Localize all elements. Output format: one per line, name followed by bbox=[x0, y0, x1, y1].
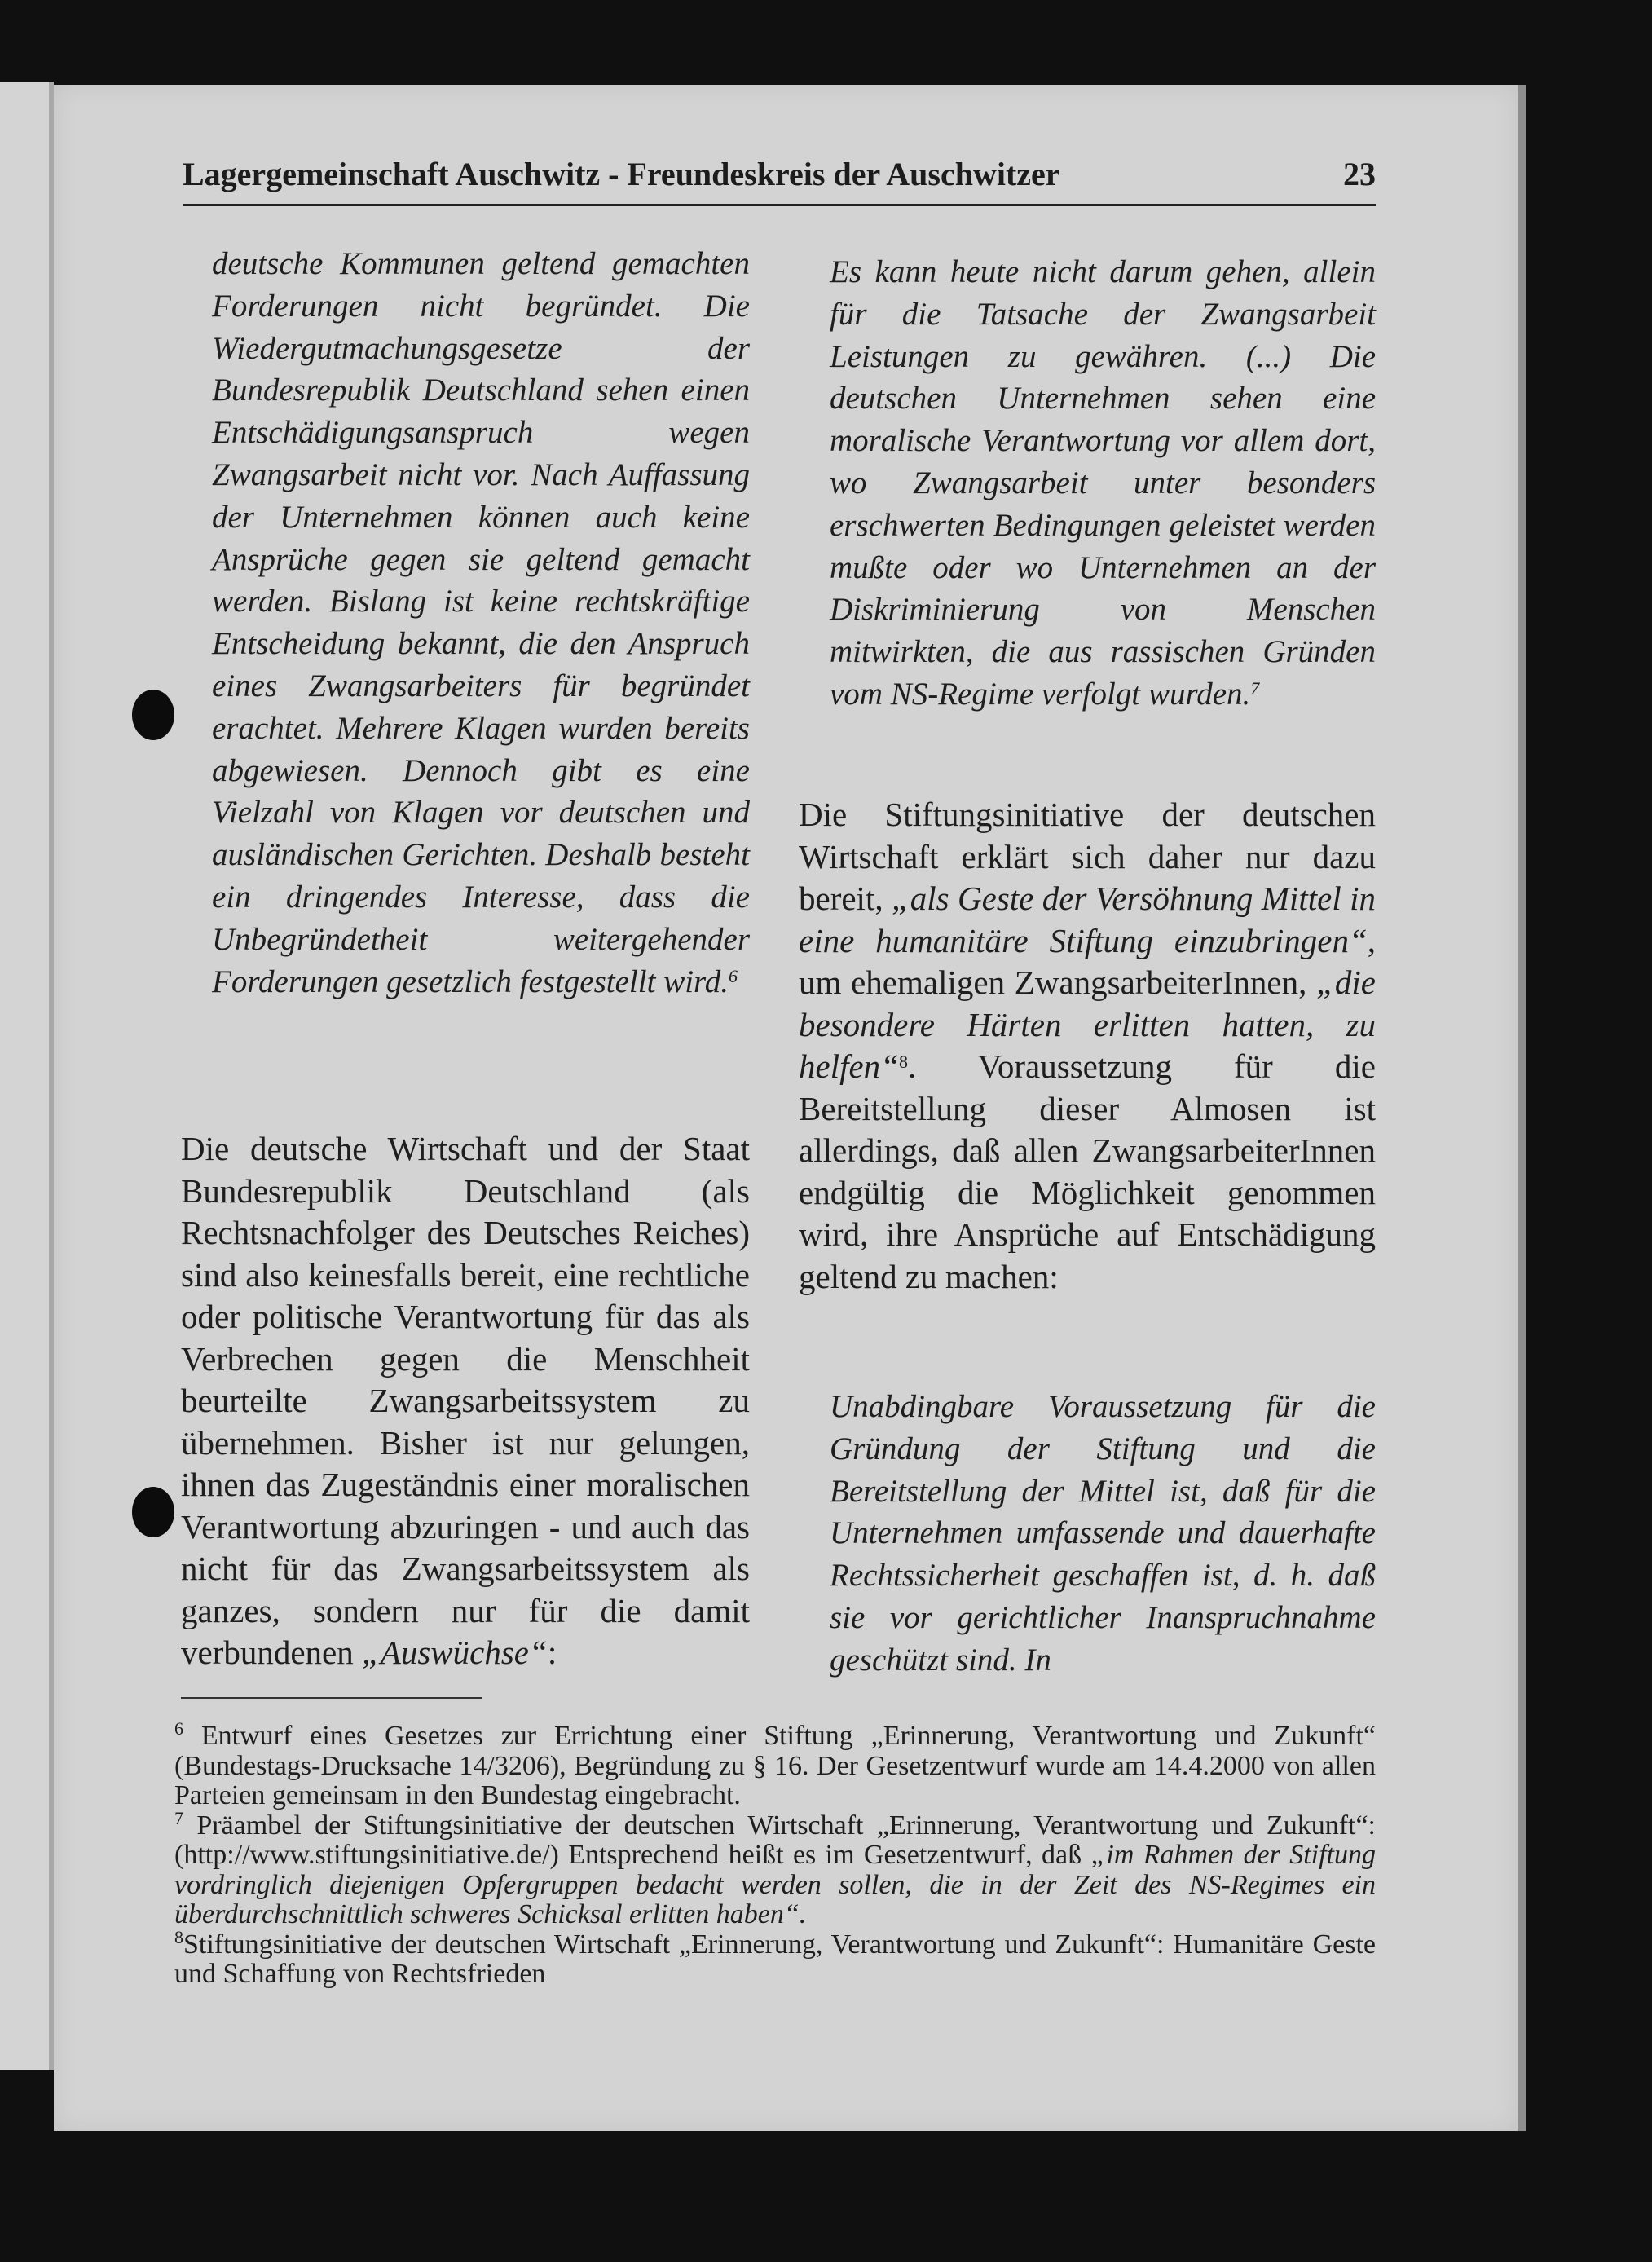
footnote-ref-7: 7 bbox=[1250, 677, 1260, 699]
right-body-part1: Die Stiftungsinitiative der deutschen Wirtschaft erklärt sich daher nur dazu bereit, bbox=[799, 796, 1376, 917]
left-body-end: : bbox=[547, 1634, 557, 1671]
right-body-italic2: „die besondere Härten erlitten hatten, zu helfen“ bbox=[799, 963, 1376, 1085]
footnote-ref-6: 6 bbox=[729, 965, 738, 986]
footnote-rule bbox=[181, 1697, 482, 1699]
punch-hole-bottom bbox=[132, 1487, 174, 1537]
footnote-6-number: 6 bbox=[174, 1718, 183, 1739]
right-body-italic1: „als Geste der Versöhnung Mittel in eine humanitäre Stiftung einzubringen“ bbox=[799, 880, 1376, 959]
adjacent-page-edge bbox=[0, 82, 54, 2070]
header-rule bbox=[183, 204, 1376, 206]
footnote-8-text: Stiftungsinitiative der deutschen Wirtschaft „Erinnerung, Verantwortung und Zukunft“: Humanitäre Geste und Schaffung von Rechtsfrieden bbox=[174, 1929, 1376, 1989]
page-edge-shadow bbox=[1518, 85, 1526, 2131]
footnote-ref-8: 8 bbox=[898, 1052, 908, 1072]
footnote-8-number: 8 bbox=[174, 1926, 183, 1947]
footnote-7-text: Präambel der Stiftungsinitiative der deutschen Wirtschaft „Erinnerung, Verantwortung und Zukunft“:(http://www.stiftungsinitiative.de/) Entsprechend heißt es im Gesetzentwurf, daß bbox=[174, 1810, 1376, 1870]
running-title: Lagergemeinschaft Auschwitz - Freundeskreis der Auschwitzer bbox=[183, 156, 1060, 192]
footnote-6-text: Entwurf eines Gesetzes zur Errichtung einer Stiftung „Erinnerung, Verantwortung und Zukunft“ (Bundestags-Drucksache 14/3206), Begründung zu § 16. Der Gesetzentwurf wurde am 14.4.2000 von allen Parteien gemeinsam in den Bundestag eingebracht. bbox=[174, 1721, 1376, 1810]
footnote-7-italic: „im Rahmen der Stiftung vordringlich diejenigen Opfergruppen bedacht werden sollen, die in der Zeit des NS-Regimes ein überdurchschnittlich schweres Schicksal erlitten haben“. bbox=[174, 1840, 1376, 1929]
right-body-paragraph bbox=[799, 794, 1376, 1298]
right-block-quote bbox=[830, 251, 1376, 716]
footnote-6 bbox=[174, 1718, 1376, 1811]
left-body-text: Die deutsche Wirtschaft und der Staat Bundesrepublik Deutschland (als Rechtsnachfolger des Deutsches Reiches) sind also keinesfalls bereit, eine rechtliche oder politische Verantwortung für das als Verbrechen gegen die Menschheit beurteilte Zwangsarbeitssystem zu übernehmen. Bisher ist nur gelungen, ihnen das Zugeständnis einer moralischen Verantwortung abzuringen - und auch das nicht für das Zwangsarbeitssystem als ganzes, sondern nur für die damit verbundenen bbox=[181, 1130, 750, 1671]
left-quote-text: deutsche Kommunen geltend gemachten Forderungen nicht begründet. Die Wiedergutmachungsgesetze der Bundesrepublik Deutschland sehen einen Entschädigungsanspruch wegen Zwangsarbeit nicht vor. Nach Auffassung der Unternehmen können auch keine Ansprüche gegen sie geltend gemacht werden. Bislang ist keine rechtskräftige Entscheidung bekannt, die den Anspruch eines Zwangsarbeiters für begründet erachtet. Mehrere Klagen wurden bereits abgewiesen. Dennoch gibt es eine Vielzahl von Klagen vor deutschen und ausländischen Gerichten. Deshalb besteht ein dringendes Interesse, dass die Unbegründetheit weitergehender Forderungen gesetzlich festgestellt wird. bbox=[212, 246, 750, 999]
left-body-italic: „Auswüchse“ bbox=[362, 1634, 548, 1671]
right-body-part3: . Voraussetzung für die Bereitstellung dieser Almosen ist allerdings, daß allen ZwangsarbeiterInnen endgültig die Möglichkeit genommen wird, ihre Ansprüche auf Entschädigung geltend zu machen: bbox=[799, 1047, 1376, 1295]
footnotes bbox=[174, 1718, 1376, 1990]
right-body-part2: , um ehemaligen ZwangsarbeiterInnen, bbox=[799, 921, 1376, 1001]
footnote-7-number: 7 bbox=[174, 1807, 183, 1828]
left-body-paragraph bbox=[181, 1128, 750, 1674]
footnote-8 bbox=[174, 1926, 1376, 1990]
right-quote2-text: Unabdingbare Voraussetzung für die Gründung der Stiftung und die Bereitstellung der Mittel ist, daß für die Unternehmen umfassende und dauerhafte Rechtssicherheit geschaffen ist, d. h. daß sie vor gerichtlicher Inanspruchnahme geschützt sind. In bbox=[830, 1389, 1376, 1678]
footnote-7 bbox=[174, 1807, 1376, 1930]
page-number: 23 bbox=[1343, 156, 1376, 192]
left-block-quote bbox=[212, 243, 750, 1003]
right-block-quote-2 bbox=[830, 1386, 1376, 1682]
punch-hole-top bbox=[132, 690, 174, 740]
right-quote-text: Es kann heute nicht darum gehen, allein für die Tatsache der Zwangsarbeit Leistungen zu gewähren. (...) Die deutschen Unternehmen sehen eine moralische Verantwortung vor allem dort, wo Zwangsarbeit unter besonders erschwerten Bedingungen geleistet werden mußte oder wo Unternehmen an der Diskriminierung von Menschen mitwirkten, die aus rassischen Gründen vom NS-Regime verfolgt wurden. bbox=[830, 254, 1376, 712]
